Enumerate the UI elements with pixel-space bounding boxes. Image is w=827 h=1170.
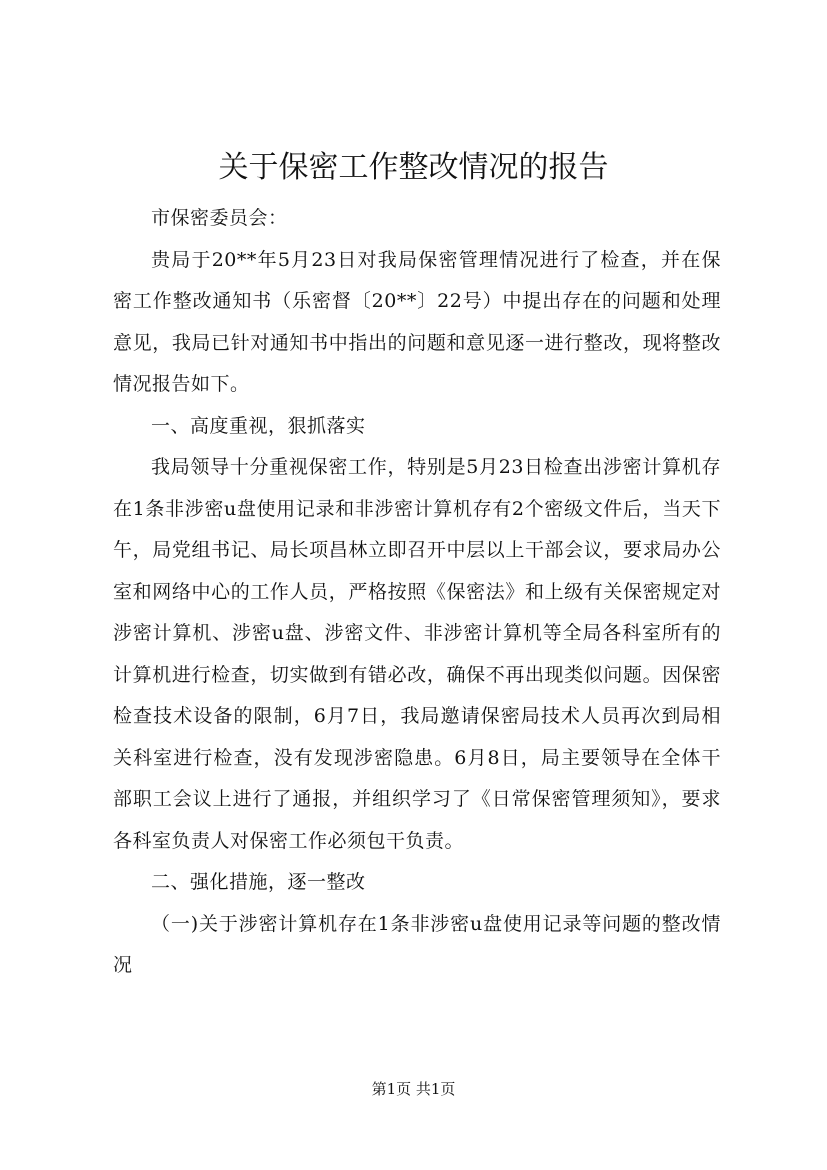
section-heading-2: 二、强化措施，逐一整改: [151, 871, 366, 893]
section-heading-1: 一、高度重视，狠抓落实: [151, 414, 366, 437]
paragraph-section-1: 我局领导十分重视保密工作，特别是5月23日检查出涉密计算机存在1条非涉密u盘使用记录和非涉密计算机存有2个密级文件后，当天下午，局党组书记、局长项昌林立即召开中层以上干部会议，要求局办公室和网络中心的工作人员，严格按照《保密法》和上级有关保密规定对涉密计算机、涉密u盘、涉密文件、非涉密计算机等全局各科室所有的计算机进行检查，切实做到有错必改，确保不再出现类似问题。因保密检查技术设备的限制，6月7日，我局邀请保密局技术人员再次到局相关科室进行检查，没有发现涉密隐患。6月8日，局主要领导在全体干部职工会议上进行了通报，并组织学习了《日常保密管理须知》，要求各科室负责人对保密工作必须包干负责。: [113, 456, 721, 852]
document-body: [113, 198, 721, 987]
page-footer: 第1页 共1页: [371, 1080, 456, 1098]
salutation: 市保密委员会：: [151, 207, 288, 229]
document-title: 关于保密工作整改情况的报告: [218, 150, 609, 185]
subsection-heading-1: （一)关于涉密计算机存在1条非涉密u盘使用记录等问题的整改情况: [113, 912, 721, 976]
paragraph-intro: 贵局于20**年5月23日对我局保密管理情况进行了检查，并在保密工作整改通知书（乐密督〔20**〕22号）中提出存在的问题和处理意见，我局已针对通知书中指出的问题和意见逐一进行整改，现将整改情况报告如下。: [113, 248, 721, 395]
